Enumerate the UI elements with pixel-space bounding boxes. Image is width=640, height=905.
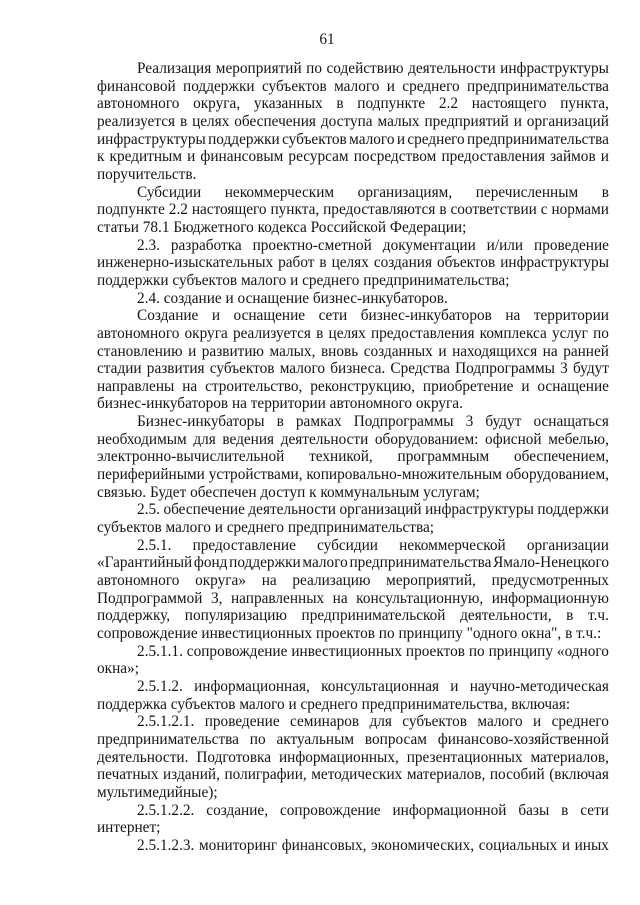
word: презентационных (406, 748, 523, 766)
word: пункта, (560, 95, 609, 113)
word: организации (526, 536, 609, 554)
word: материалов, (530, 748, 609, 766)
word: техникой, (309, 448, 373, 466)
word: и (188, 342, 197, 360)
word: соответствии (450, 201, 537, 219)
word: ведения (222, 430, 275, 448)
paragraph (97, 713, 609, 801)
word: Подпрограммы (353, 413, 454, 431)
word: округа, (193, 95, 241, 113)
text-line (97, 60, 609, 78)
text-line (97, 237, 609, 255)
word: развития (146, 360, 205, 378)
word: деятельности (280, 430, 369, 448)
word: мониторинг (199, 836, 278, 854)
text-line: бизнес-инкубаторов на территории автономного округа. (97, 395, 463, 413)
word: информационную (491, 589, 609, 607)
word: финансово-хозяйственной (437, 730, 609, 748)
text-line (97, 802, 609, 820)
word: предоставление (192, 536, 296, 554)
word: услуг (551, 324, 588, 342)
word: реконструкцию, (310, 377, 416, 395)
word: пункта, (270, 201, 320, 219)
word: в (601, 183, 609, 201)
word: и (450, 677, 459, 695)
word: Средства (390, 360, 450, 378)
word: Подпрограммы (455, 360, 555, 378)
word: в (179, 112, 188, 130)
text-line: субъектов малого и среднего предпринимательства; (97, 519, 435, 537)
text-line (97, 378, 609, 396)
word: будут (572, 360, 609, 378)
word: подпункте (357, 95, 426, 113)
text-line (97, 184, 609, 202)
word: предприятий (424, 112, 509, 130)
word: разработка (170, 236, 242, 254)
text-line (97, 448, 609, 466)
text-line (97, 572, 609, 590)
word: ресурсам (288, 148, 349, 166)
word: проектно-сметной (252, 236, 372, 254)
word: деятельности, (460, 607, 552, 625)
word: информационной (392, 801, 507, 819)
paragraph (97, 60, 609, 184)
word: на (542, 342, 558, 360)
word: актуальным (276, 730, 355, 748)
word: семинаров (290, 713, 360, 731)
word: 2.5. (137, 501, 160, 519)
word: Субсидии (137, 183, 202, 201)
text-line (97, 95, 609, 113)
word: деятельности. (97, 748, 189, 766)
word: обеспечением, (514, 448, 609, 466)
text-line (97, 713, 609, 731)
text-line (97, 766, 609, 784)
word: субъектов (209, 360, 275, 378)
text-line (97, 466, 609, 484)
word: и (396, 130, 405, 148)
word: субъектов (282, 130, 347, 148)
word: и (211, 307, 221, 325)
word: поддержки (537, 501, 609, 519)
text-line: 2.4. создание и оснащение бизнес-инкубаторов. (137, 289, 448, 307)
word: предпринимательства (97, 730, 239, 748)
word: настоящего (471, 95, 547, 113)
word: электронно-вычислительной (97, 448, 285, 466)
text-block (97, 60, 609, 855)
word: стадии (97, 360, 142, 378)
text-line (97, 607, 609, 625)
word: 2.2 (438, 95, 459, 113)
paragraph (97, 643, 609, 678)
word: «Гарантийный (97, 554, 193, 572)
word: и (438, 342, 447, 360)
word: инженерно-изыскательных (97, 254, 274, 272)
text-line: мультимедийные); (97, 783, 218, 801)
word: информационная, (194, 677, 310, 695)
word: устройствами, (208, 466, 303, 484)
word: обеспечение (163, 501, 245, 519)
word: по (593, 324, 609, 342)
word: созданных (363, 342, 433, 360)
word: мероприятий (215, 60, 302, 77)
word: настоящего (191, 201, 267, 219)
word: автономного (97, 572, 180, 590)
word: полиграфии, (224, 766, 307, 784)
text-line: поручительств. (97, 165, 197, 183)
word: оборудованием, (505, 466, 609, 484)
word: малых, (269, 342, 316, 360)
text-line (97, 837, 609, 855)
word: консультационную, (356, 589, 484, 607)
word: 2.2 (168, 201, 188, 219)
word: малых (377, 112, 420, 130)
word: автономного (97, 95, 180, 113)
word: т.ч. (588, 607, 609, 625)
word: 2.5.1.2.1. (137, 713, 195, 731)
word: оснащаться (533, 413, 609, 431)
word: организаций (526, 112, 609, 130)
word: бизнес-инкубаторов (360, 307, 492, 325)
word: мебелью, (548, 430, 609, 448)
word: мероприятий, (386, 572, 476, 590)
text-line (97, 643, 609, 661)
word: необходимым (97, 430, 187, 448)
word: посредством (353, 148, 437, 166)
word: на (182, 377, 198, 395)
word: инвестиционных (291, 642, 402, 660)
word: инфраструктуры (500, 254, 609, 272)
text-line (97, 325, 609, 343)
word: кредитным (109, 148, 183, 166)
word: изданий, (163, 766, 220, 784)
word: материалов, (406, 766, 486, 784)
word: предоставляются (323, 201, 436, 219)
paragraph (97, 537, 609, 643)
word: подпункте (97, 201, 165, 219)
word: Подпрограммой (97, 589, 203, 607)
word: содействию (326, 60, 404, 77)
text-line: интернет; (97, 819, 161, 837)
word: деятельности (408, 60, 496, 77)
word: для (369, 713, 392, 731)
word: и (521, 377, 530, 395)
text-line: поддержки субъектов малого и среднего предпринимательства; (97, 271, 510, 289)
text-line (97, 360, 609, 378)
word: реализуется (232, 324, 311, 342)
word: 2.5.1.2.2. (137, 801, 195, 819)
word: и (386, 77, 395, 95)
word: оснащение (233, 307, 306, 325)
word: организаций (339, 501, 422, 519)
word: программным (397, 448, 490, 466)
word: на (505, 307, 521, 325)
word: предусмотренных (491, 572, 609, 590)
word: нормами (551, 201, 609, 219)
word: инфраструктуры (500, 60, 609, 77)
word: проведение (204, 713, 280, 731)
word: печатных (97, 766, 159, 784)
text-line: связью. Будет обеспечен доступ к коммунальным услугам; (97, 483, 480, 501)
word: финансовой (97, 77, 176, 95)
word: поддержки (229, 554, 301, 572)
word: некоммерческим (224, 183, 335, 201)
word: рамках (295, 413, 342, 431)
word: в (439, 201, 447, 219)
word: вновь (320, 342, 359, 360)
word: целях (192, 112, 230, 130)
text-line (97, 113, 609, 131)
word: документации (382, 236, 476, 254)
word: Создание (137, 307, 199, 325)
word: (включая (549, 766, 609, 784)
word: иных (574, 836, 609, 854)
word: перечисленным (475, 183, 579, 201)
text-line (97, 307, 609, 325)
word: 2.5.1. (137, 536, 172, 554)
word: и (187, 148, 196, 166)
word: развитию (201, 342, 264, 360)
word: указанных (253, 95, 323, 113)
word: займов (550, 148, 596, 166)
word: методических (311, 766, 403, 784)
word: инфраструктуры (425, 501, 534, 519)
text-line (97, 343, 609, 361)
word: информационных, (278, 748, 399, 766)
text-line: окна»; (97, 660, 139, 678)
word: 2.3. (137, 236, 160, 254)
text-line: статьи 78.1 Бюджетного кодекса Российской Федерации; (97, 218, 467, 236)
word: «одного (556, 642, 609, 660)
word: автономного (97, 324, 180, 342)
word: консультационная (321, 677, 440, 695)
word: сопровождение (279, 801, 381, 819)
word: работ (278, 254, 315, 272)
word: среднего (407, 130, 465, 148)
word: предпринимательства (466, 77, 609, 95)
word: предпринимательской (301, 607, 446, 625)
word: сети (580, 801, 609, 819)
word: малого (477, 713, 523, 731)
word: среднего (551, 713, 609, 731)
text-line (97, 501, 609, 519)
word: реализуется (97, 112, 176, 130)
paragraph (97, 413, 609, 501)
word: направлены (97, 377, 175, 395)
word: строительство, (205, 377, 303, 395)
text-line (97, 413, 609, 431)
word: офисной (485, 430, 542, 448)
word: 2.5.1.2.3. (137, 836, 195, 854)
word: оснащение (537, 377, 609, 395)
word: 2.5.1.2. (137, 677, 183, 695)
word: целях (331, 254, 369, 272)
word: копировально-множительным (306, 466, 502, 484)
word: в (316, 324, 324, 342)
word: инфраструктуры (97, 130, 206, 148)
word: предоставления (370, 324, 475, 342)
word: поддержку, (97, 607, 171, 625)
text-line (97, 749, 609, 767)
word: доступа (320, 112, 373, 130)
word: по (306, 60, 323, 77)
word: вопросам (364, 730, 427, 748)
word: предпринимательства (349, 554, 492, 572)
word: предоставления (441, 148, 545, 166)
word: на (332, 589, 348, 607)
word: ранней (563, 342, 609, 360)
word: округа» (195, 572, 246, 590)
word: создание, (206, 801, 269, 819)
word: малого (302, 554, 348, 572)
word: популяризацию (184, 607, 287, 625)
word: малого (349, 130, 395, 148)
word: Реализация (137, 60, 212, 77)
word: к (97, 148, 105, 166)
word: направленных (230, 589, 325, 607)
word: 3 (560, 360, 568, 378)
word: по (249, 730, 266, 748)
word: и (513, 112, 522, 130)
page-number: 61 (319, 31, 335, 48)
text-line (97, 431, 609, 449)
paragraph (97, 307, 609, 413)
word: и (600, 148, 609, 166)
text-line (97, 731, 609, 749)
word: пособий (489, 766, 545, 784)
word: предпринимательства (467, 130, 609, 148)
word: субсидии (317, 536, 378, 554)
word: поддержки (183, 77, 255, 95)
word: в (319, 254, 327, 272)
word: финансовым (200, 148, 284, 166)
word: научно-методическая (469, 677, 609, 695)
word: организациям, (357, 183, 453, 201)
text-line: сопровождение инвестиционных проектов по принципу "одного окна", в т.ч.: (97, 625, 602, 642)
word: по (468, 642, 485, 660)
word: приобретение (422, 377, 514, 395)
word: Подготовка (196, 748, 272, 766)
word: в (566, 607, 574, 625)
word: базы (518, 801, 550, 819)
word: периферийными (97, 466, 205, 484)
paragraph (97, 184, 609, 237)
word: и/или (486, 236, 524, 254)
text-line (97, 537, 609, 555)
word: финансовых, (281, 836, 367, 854)
paragraph (97, 501, 609, 536)
word: объектов (436, 254, 496, 272)
word: социальных (478, 836, 558, 854)
word: округа (184, 324, 228, 342)
word: малого (279, 360, 326, 378)
word: становлению (97, 342, 183, 360)
text-line (97, 131, 609, 149)
word: территории (533, 307, 609, 325)
word: экономических, (371, 836, 475, 854)
word: на (261, 572, 277, 590)
word: в (276, 413, 284, 431)
paragraph (97, 290, 609, 308)
word: оборудованием: (374, 430, 479, 448)
word: и (533, 713, 542, 731)
word: малого (334, 77, 380, 95)
word: комплекса (479, 324, 547, 342)
text-line (97, 590, 609, 608)
word: 3 (465, 413, 474, 431)
text-line (97, 678, 609, 696)
text-line (97, 254, 609, 272)
text-line (97, 201, 609, 219)
word: реализацию (292, 572, 371, 590)
text-line: поддержка субъектов малого и среднего предпринимательства, включая: (97, 695, 571, 713)
word: Ямало-Ненецкого (493, 554, 609, 572)
word: субъектов (402, 713, 468, 731)
word: будут (485, 413, 522, 431)
word: поддержки (208, 130, 280, 148)
word: бизнеса. (330, 360, 386, 378)
text-line (97, 148, 609, 166)
word: Бизнес-инкубаторы (137, 413, 265, 431)
text-line (97, 78, 609, 96)
word: деятельности (248, 501, 336, 519)
word: с (540, 201, 548, 219)
word: находящихся (452, 342, 538, 360)
word: 2.5.1.1. (137, 642, 183, 660)
word: некоммерческой (399, 536, 506, 554)
text-line (97, 554, 609, 572)
paragraph (97, 802, 609, 837)
word: и (561, 836, 570, 854)
paragraph (97, 237, 609, 290)
word: целях (328, 324, 366, 342)
paragraph (97, 678, 609, 713)
word: среднего (402, 77, 460, 95)
word: сети (318, 307, 348, 325)
word: принципу (488, 642, 554, 660)
word: фонд (193, 554, 228, 572)
word: субъектов (261, 77, 327, 95)
paragraph (97, 837, 609, 855)
word: проведение (534, 236, 609, 254)
word: сопровождение (186, 642, 288, 660)
word: для (193, 430, 216, 448)
word: проектов (405, 642, 465, 660)
word: обеспечения (234, 112, 316, 130)
word: в (336, 95, 344, 113)
word: создания (373, 254, 432, 272)
word: 3, (210, 589, 223, 607)
word: в (561, 801, 569, 819)
